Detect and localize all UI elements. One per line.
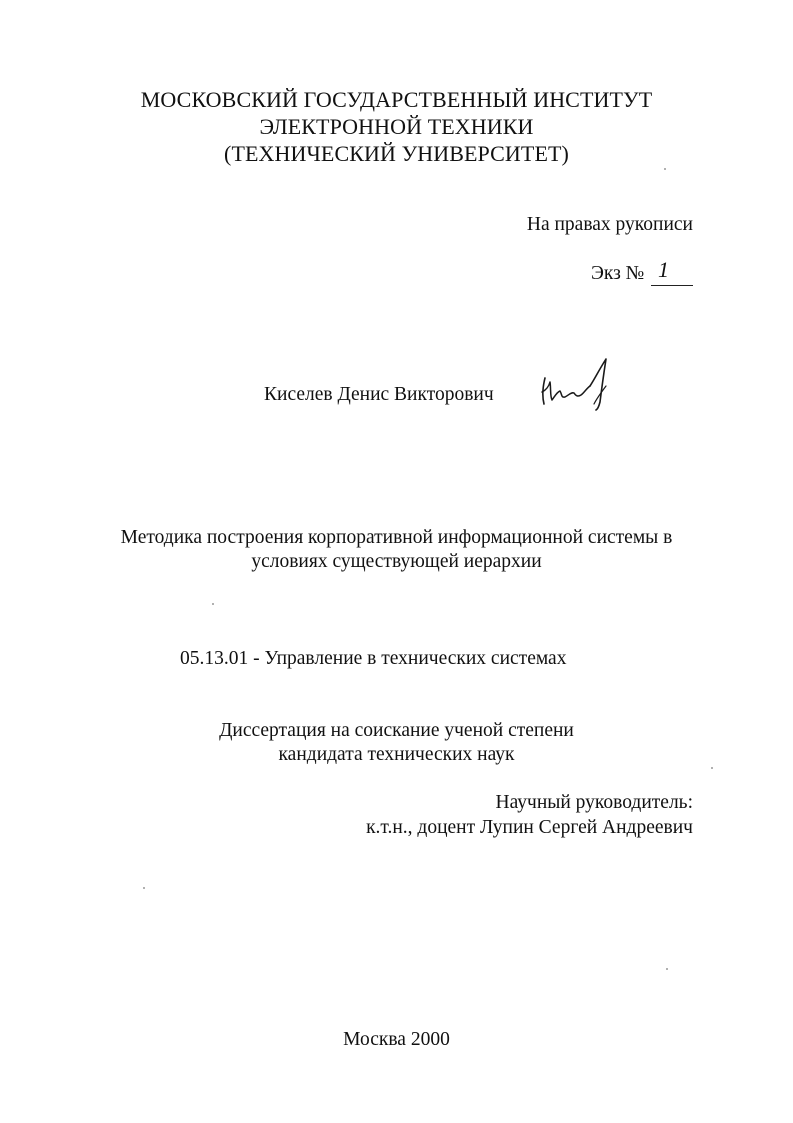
copy-label: Экз №: [591, 263, 645, 284]
scan-speck: [711, 767, 713, 769]
degree-line-2: кандидата технических наук: [278, 744, 515, 765]
institution-line-2: ЭЛЕКТРОННОЙ ТЕХНИКИ: [259, 114, 534, 139]
scan-speck: [143, 887, 145, 889]
title-line-2: условиях существующей иерархии: [251, 551, 542, 572]
supervisor-name: к.т.н., доцент Лупин Сергей Андреевич: [366, 817, 693, 838]
author-name: Киселев Денис Викторович: [264, 384, 494, 405]
scan-speck: [664, 168, 666, 170]
place-year: Москва 2000: [343, 1029, 450, 1050]
scan-speck: [666, 968, 668, 970]
title-line-1: Методика построения корпоративной информационной системы в: [120, 527, 673, 548]
specialty: 05.13.01 - Управление в технических системах: [180, 648, 567, 669]
copy-number-underline: [651, 285, 693, 286]
degree-line-1: Диссертация на соискание ученой степени: [219, 720, 574, 741]
institution-line-3: (ТЕХНИЧЕСКИЙ УНИВЕРСИТЕТ): [224, 141, 569, 166]
signature: [536, 356, 616, 412]
institution-line-1: МОСКОВСКИЙ ГОСУДАРСТВЕННЫЙ ИНСТИТУТ: [140, 87, 653, 112]
scan-speck: [212, 603, 214, 605]
manuscript-note: На правах рукописи: [526, 214, 693, 235]
supervisor-label: Научный руководитель:: [495, 792, 693, 813]
copy-number: 1: [658, 257, 669, 282]
